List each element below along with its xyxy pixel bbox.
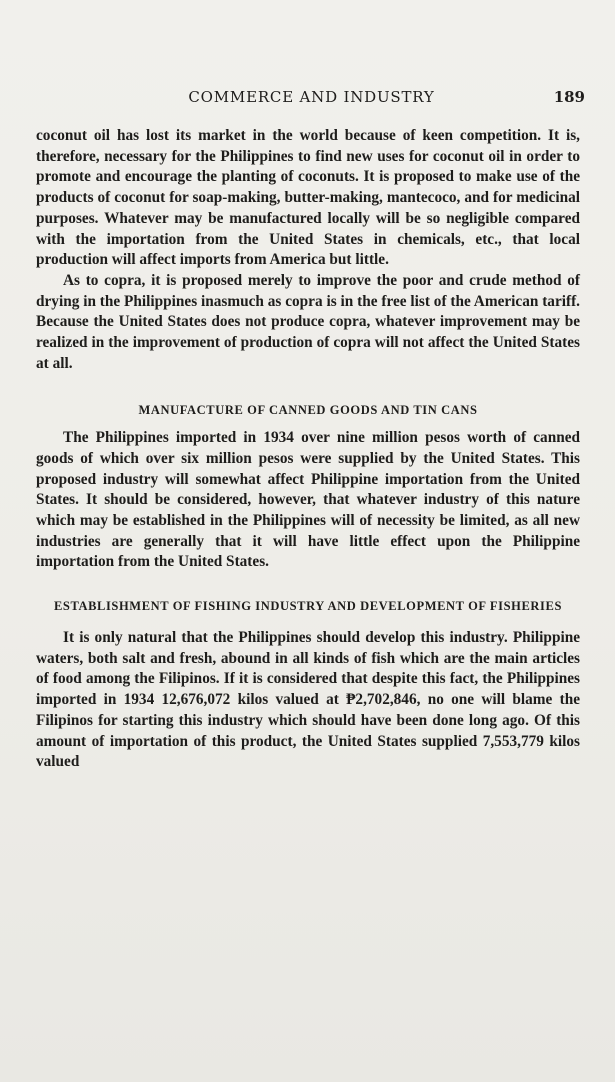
paragraph-copra: As to copra, it is proposed merely to improve the poor and crude method of drying in the Philippines inasmuch as copra is in the free list of the American tariff. Because the United States does not produce copra, whatever improvement may be realized in the improvement of production of copra will not affect the United States at all. <box>36 271 580 372</box>
paragraph-canned-goods: The Philippines imported in 1934 over nine million pesos worth of canned goods of which over six million pesos were supplied by the United States. This proposed industry will somewhat affect Philippine importation from the United States. It should be considered, however, that whatever industry of this nature which may be established in the Philippines will of necessity be limited, as all new industries are generally that it will have little effect upon the Philippine importation from the United States. <box>36 429 580 571</box>
paragraph-coconut-oil: coconut oil has lost its market in the world because of keen competition. It is, therefore, necessary for the Philippines to find new uses for coconut oil in order to promote and encourage the planting of coconuts. It is proposed to make use of the products of coconut for soap-making, butter-making, mantecoco, and for medicinal purposes. Whatever may be manufactured locally will be so negligible compared with the importation from the United States in chemicals, etc., that local production will affect imports from America but little. <box>36 127 580 269</box>
section-heading-canned-goods: MANUFACTURE OF CANNED GOODS AND TIN CANS <box>138 403 478 418</box>
page-body <box>36 126 580 773</box>
paragraph-fishing-industry: It is only natural that the Philippines should develop this industry. Philippine waters, both salt and fresh, abound in all kinds of fish which are the main articles of food among the Filipinos. If it is considered that despite this fact, the Philippines imported in 1934 12,676,072 kilos valued at ₱2,702,846, no one will blame the Filipinos for starting this industry which should have been done long ago. Of this amount of importation of this product, the United States supplied 7,553,779 kilos valued <box>36 629 580 771</box>
page-number: 189 <box>553 88 585 106</box>
page-header <box>38 88 585 112</box>
running-head: COMMERCE AND INDUSTRY <box>188 88 435 106</box>
section-heading-fishing-industry: ESTABLISHMENT OF FISHING INDUSTRY AND DEVELOPMENT OF FISHERIES <box>53 599 563 614</box>
